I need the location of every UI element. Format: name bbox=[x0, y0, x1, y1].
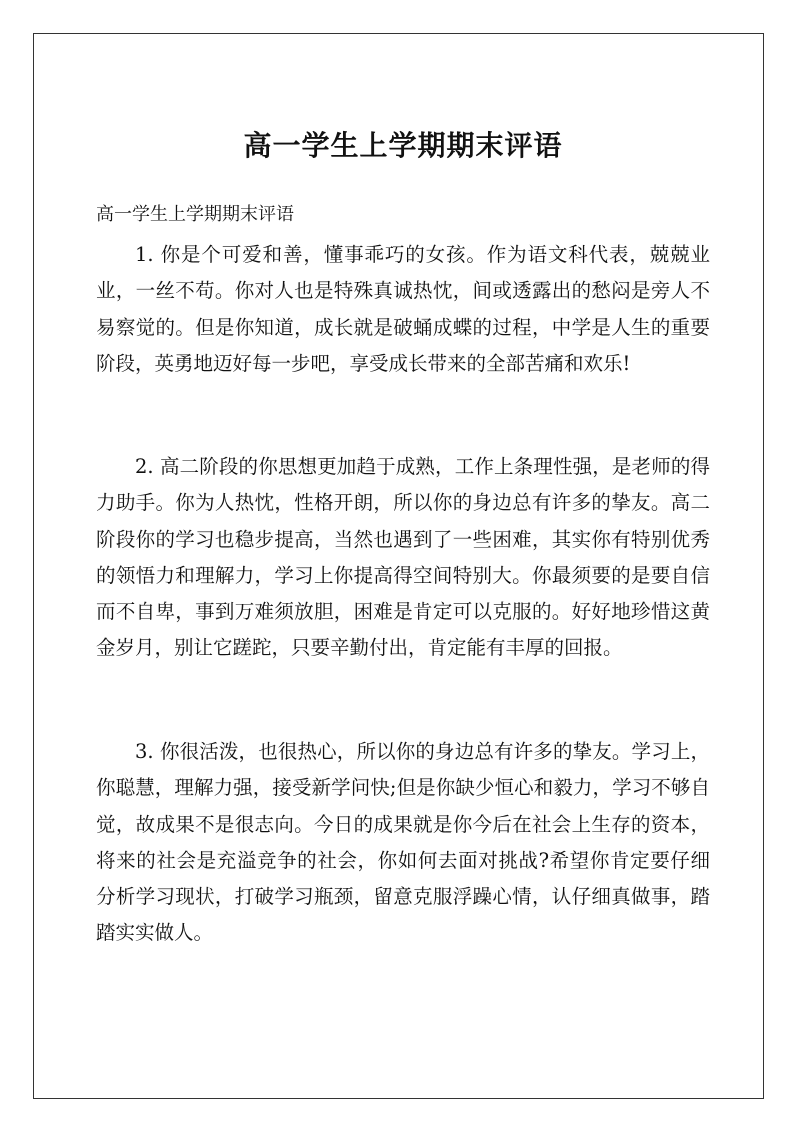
document-subtitle: 高一学生上学期期末评语 bbox=[96, 204, 294, 225]
comment-paragraph-1: 1. 你是个可爱和善，懂事乖巧的女孩。作为语文科代表，兢兢业业，一丝不苟。你对人也是特殊真诚热忱，间或透露出的愁闷是旁人不易察觉的。但是你知道，成长就是破蛹成蝶的过程，中学是人生的重要阶段，英勇地迈好每一步吧，享受成长带来的全部苦痛和欢乐! bbox=[96, 243, 710, 375]
comment-paragraph-3: 3. 你很活泼，也很热心，所以你的身边总有许多的挚友。学习上，你聪慧，理解力强，接受新学问快;但是你缺少恒心和毅力，学习不够自觉，故成果不是很志向。今日的成果就是你今后在社会上生存的资本，将来的社会是充溢竞争的社会，你如何去面对挑战?希望你肯定要仔细分析学习现状，打破学习瓶颈，留意克服浮躁心情，认仔细真做事，踏踏实实做人。 bbox=[96, 740, 710, 945]
comment-paragraph-2: 2. 高二阶段的你思想更加趋于成熟，工作上条理性强，是老师的得力助手。你为人热忱，性格开朗，所以你的身边总有许多的挚友。高二阶段你的学习也稳步提高，当然也遇到了一些困难，其实你有特别优秀的领悟力和理解力，学习上你提高得空间特别大。你最须要的是要自信而不自卑，事到万难须放胆，困难是肯定可以克服的。好好地珍惜这黄金岁月，别让它蹉跎，只要辛勤付出，肯定能有丰厚的回报。 bbox=[96, 455, 710, 660]
document-title: 高一学生上学期期末评语 bbox=[243, 129, 563, 162]
